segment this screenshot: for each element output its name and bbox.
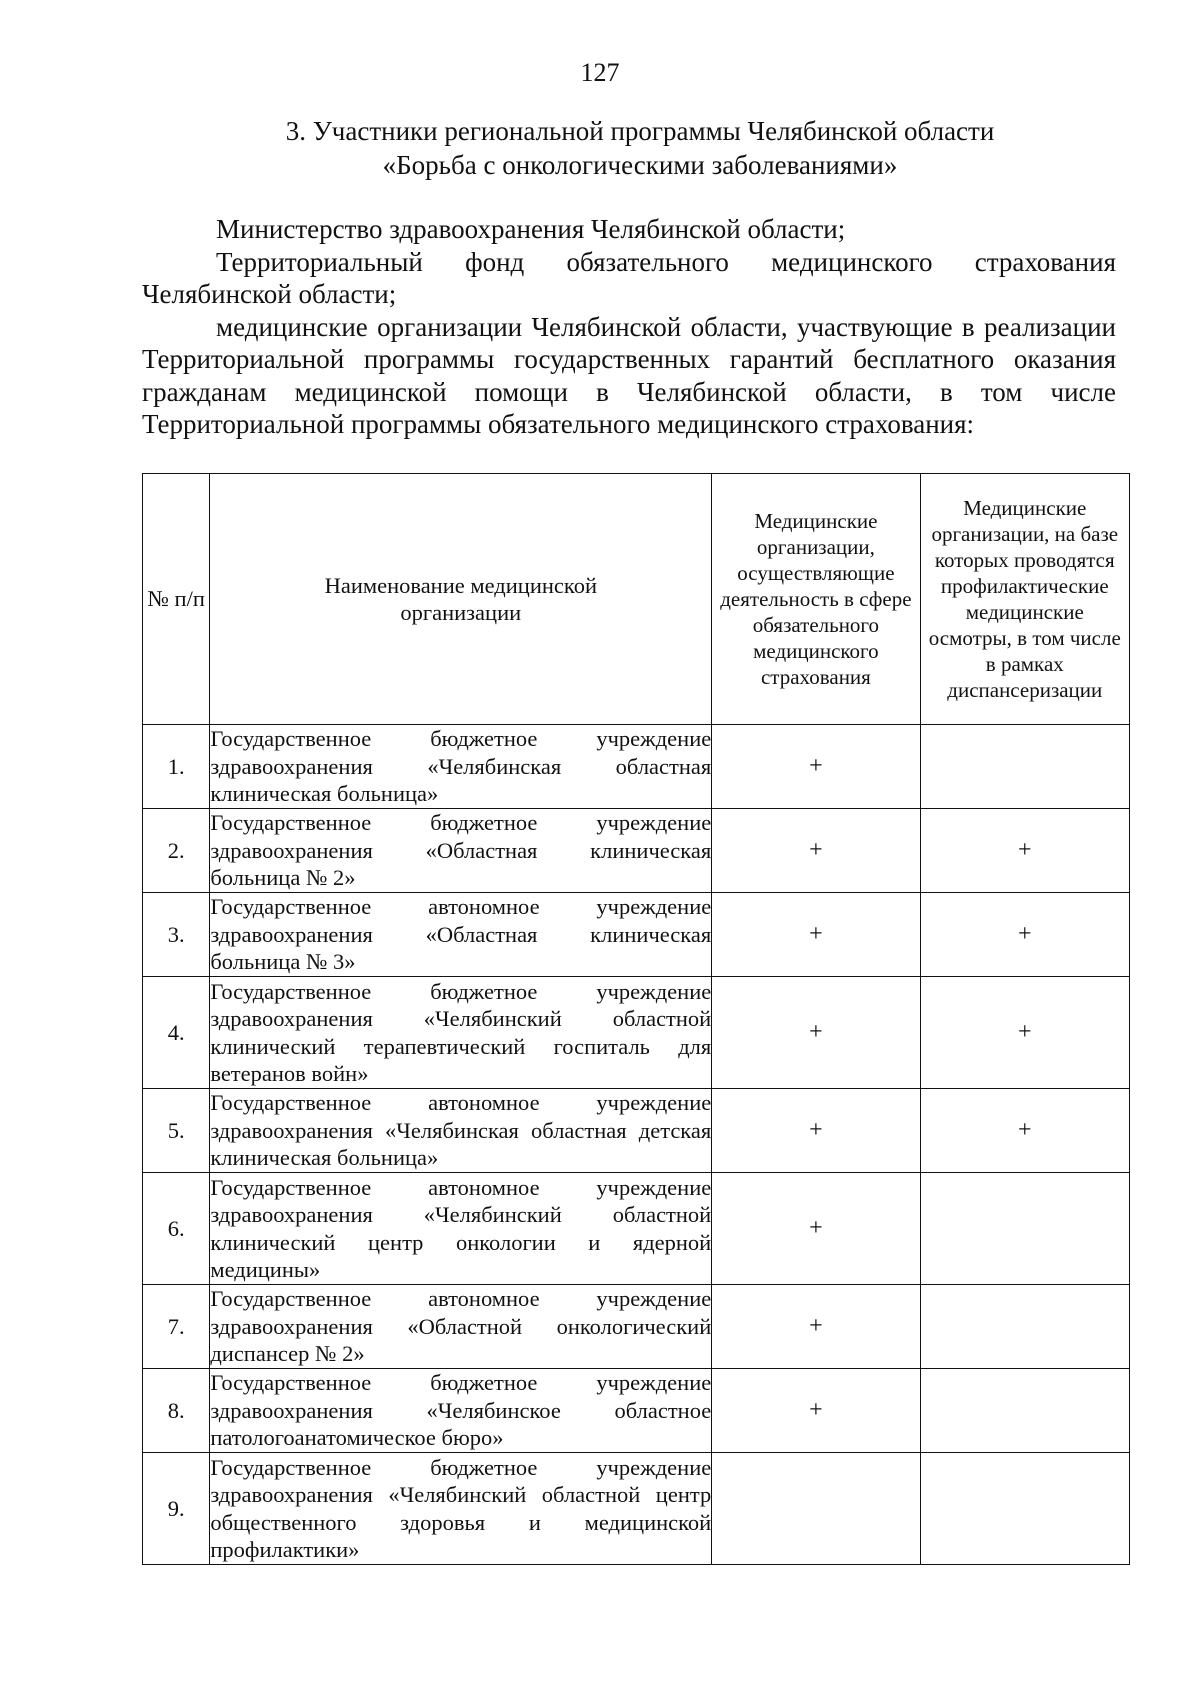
table-row <box>143 725 1130 809</box>
oms-mark: + <box>712 809 920 893</box>
row-number: 1. <box>143 725 210 809</box>
header-prophylactic: Медицинские организации, на базе которых проводятся профилактические медицинские осмотры, в том числе в рамках диспансеризации <box>920 474 1129 725</box>
table-row <box>143 1089 1130 1173</box>
row-number: 3. <box>143 893 210 977</box>
intro-text <box>142 213 1116 441</box>
oms-mark: + <box>712 977 920 1089</box>
intro-paragraph: медицинские организации Челябинской области, участвующие в реализации Территориальной программы государственных гарантий бесплатного оказания гражданам медицинской помощи в Челябинской области, в том числе Территориальной программы обязательного медицинского страхования: <box>142 311 1116 439</box>
oms-mark: + <box>712 893 920 977</box>
row-number: 8. <box>143 1369 210 1453</box>
row-number: 9. <box>143 1453 210 1565</box>
heading-line-1: 3. Участники региональной программы Челябинской области <box>285 116 995 146</box>
table-header-row <box>143 474 1130 725</box>
prophylactic-mark <box>920 1173 1129 1285</box>
organization-name: Государственное автономное учреждение здравоохранения «Челябинский областной клинический центр онкологии и ядерной медицины» <box>210 1173 712 1285</box>
organization-name: Государственное бюджетное учреждение здравоохранения «Областная клиническая больница № 2» <box>210 809 712 893</box>
prophylactic-mark: + <box>920 809 1129 893</box>
header-name: Наименование медицинской организации <box>210 474 712 725</box>
table-row <box>143 1173 1130 1285</box>
row-number: 5. <box>143 1089 210 1173</box>
organization-name: Государственное автономное учреждение здравоохранения «Областная клиническая больница № 3» <box>210 893 712 977</box>
intro-paragraph: Министерство здравоохранения Челябинской области; <box>216 214 846 244</box>
organization-name: Государственное бюджетное учреждение здравоохранения «Челябинская областная клиническая больница» <box>210 725 712 809</box>
oms-mark: + <box>712 1173 920 1285</box>
row-number: 2. <box>143 809 210 893</box>
oms-mark: + <box>712 1089 920 1173</box>
prophylactic-mark <box>920 725 1129 809</box>
oms-mark: + <box>712 1285 920 1369</box>
organization-name: Государственное бюджетное учреждение здравоохранения «Челябинский областной клинический терапевтический госпиталь для ветеранов войн» <box>210 977 712 1089</box>
prophylactic-mark <box>920 1369 1129 1453</box>
section-heading <box>140 114 1140 182</box>
prophylactic-mark: + <box>920 1089 1129 1173</box>
prophylactic-mark: + <box>920 893 1129 977</box>
row-number: 4. <box>143 977 210 1089</box>
intro-paragraph: Территориальный фонд обязательного медицинского страхования Челябинской области; <box>142 246 1116 309</box>
page-number: 127 <box>580 58 620 87</box>
table-row <box>143 893 1130 977</box>
table-row <box>143 1453 1130 1565</box>
table-row <box>143 1285 1130 1369</box>
organization-name: Государственное бюджетное учреждение здравоохранения «Челябинский областной центр общественного здоровья и медицинской профилактики» <box>210 1453 712 1565</box>
table-row <box>143 1369 1130 1453</box>
header-oms: Медицинские организации, осуществляющие деятельность в сфере обязательного медицинского страхования <box>712 474 920 725</box>
oms-mark: + <box>712 725 920 809</box>
table-row <box>143 809 1130 893</box>
row-number: 7. <box>143 1285 210 1369</box>
prophylactic-mark <box>920 1453 1129 1565</box>
organization-name: Государственное автономное учреждение здравоохранения «Областной онкологический диспансер № 2» <box>210 1285 712 1369</box>
organization-name: Государственное автономное учреждение здравоохранения «Челябинская областная детская клиническая больница» <box>210 1089 712 1173</box>
row-number: 6. <box>143 1173 210 1285</box>
oms-mark: + <box>712 1369 920 1453</box>
table-row <box>143 977 1130 1089</box>
header-number: № п/п <box>143 474 210 725</box>
prophylactic-mark <box>920 1285 1129 1369</box>
organizations-table <box>142 473 1130 1565</box>
prophylactic-mark: + <box>920 977 1129 1089</box>
heading-line-2: «Борьба с онкологическими заболеваниями» <box>382 150 898 180</box>
oms-mark <box>712 1453 920 1565</box>
organization-name: Государственное бюджетное учреждение здравоохранения «Челябинское областное патологоанатомическое бюро» <box>210 1369 712 1453</box>
